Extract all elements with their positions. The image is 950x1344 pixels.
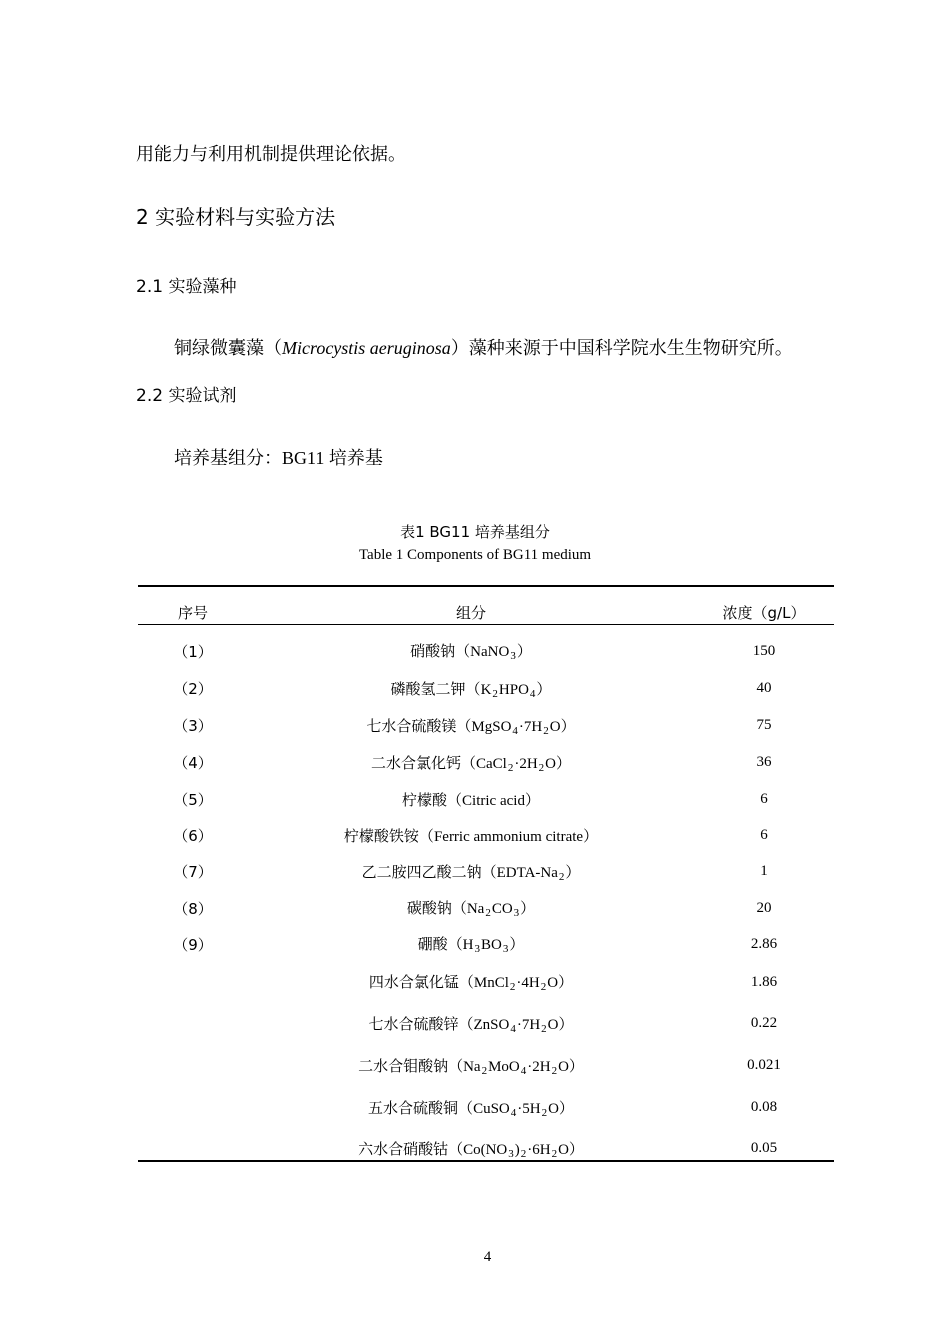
formula-text: O xyxy=(558,1141,569,1158)
formula-text: HPO xyxy=(498,681,529,698)
formula-subscript: 2 xyxy=(520,1147,527,1160)
formula-subscript: 3 xyxy=(513,907,520,919)
table-row xyxy=(138,853,834,890)
component-close-paren: ） xyxy=(556,753,572,772)
formula-text: H xyxy=(462,937,474,953)
row-component xyxy=(248,1086,694,1129)
formula-subscript: 2 xyxy=(481,1064,488,1077)
formula-text: NaNO xyxy=(470,644,510,660)
medium-value: BG11 培养基 xyxy=(282,448,383,468)
algae-latin-name: Microcystis aeruginosa xyxy=(282,338,451,358)
component-formula xyxy=(434,829,583,845)
component-close-paren: ） xyxy=(520,899,536,917)
row-index: （2） xyxy=(173,680,213,698)
component-name: 柠檬酸（ xyxy=(402,790,463,809)
formula-text: ·2H xyxy=(527,1058,551,1075)
component-close-paren: ） xyxy=(568,1056,584,1075)
row-concentration: 6 xyxy=(760,826,768,843)
component-close-paren: ） xyxy=(558,973,574,991)
formula-text: ·2H xyxy=(514,755,538,772)
component-formula xyxy=(473,1017,558,1033)
component-name: 硼酸（ xyxy=(417,935,463,953)
component-name: 乙二胺四乙酸二钠（ xyxy=(361,862,497,881)
component-close-paren: ） xyxy=(524,790,540,809)
row-concentration: 150 xyxy=(752,642,776,659)
table-row xyxy=(138,1045,834,1086)
table-bottom-rule xyxy=(138,1160,834,1162)
formula-subscript: 2 xyxy=(543,724,549,737)
component-name: 二水合钼酸钠（ xyxy=(358,1056,464,1075)
component-formula xyxy=(463,1142,569,1158)
formula-text: CO xyxy=(491,901,513,917)
row-component xyxy=(248,1002,694,1045)
formula-text: Na xyxy=(466,901,485,917)
formula-subscript: 2 xyxy=(541,1022,547,1035)
row-index: （3） xyxy=(173,717,213,735)
formula-text: MgSO xyxy=(471,718,512,735)
component-name: 柠檬酸铁铵（ xyxy=(343,826,434,845)
formula-subscript: 4 xyxy=(512,724,518,737)
table-row xyxy=(138,817,834,853)
component-close-paren: ） xyxy=(565,862,581,881)
formula-text: MnCl xyxy=(473,975,509,991)
row-index xyxy=(138,1129,248,1168)
table-row xyxy=(138,926,834,962)
component-formula xyxy=(463,1059,569,1075)
component-name: 六水合硝酸钴（ xyxy=(358,1139,464,1158)
component-close-paren: ） xyxy=(568,1139,584,1158)
row-concentration: 20 xyxy=(756,899,772,916)
section-heading-2-1: 2.1 实验藻种 xyxy=(136,277,237,297)
row-index: （5） xyxy=(173,790,213,809)
header-index: 序号 xyxy=(177,604,208,622)
component-close-paren: ） xyxy=(583,826,599,845)
row-concentration: 36 xyxy=(756,754,772,770)
component-close-paren: ） xyxy=(516,642,532,660)
row-concentration: 0.22 xyxy=(750,1015,778,1031)
formula-text: ·7H xyxy=(518,718,543,735)
formula-text: O xyxy=(545,755,556,772)
algae-prefix: 铜绿微囊藻（ xyxy=(174,338,282,359)
formula-text: O xyxy=(548,1100,559,1117)
component-name: 碳酸钠（ xyxy=(406,899,467,917)
table-row xyxy=(138,632,834,670)
component-name: 磷酸氢二钾（ xyxy=(390,679,481,698)
formula-text: ZnSO xyxy=(473,1016,510,1033)
table-row xyxy=(138,670,834,707)
table-top-rule xyxy=(138,585,834,587)
row-component xyxy=(248,1129,694,1168)
body-continuation: 用能力与利用机制提供理论依据。 xyxy=(136,144,406,165)
formula-subscript: 2 xyxy=(540,981,547,993)
component-formula xyxy=(474,975,558,991)
row-concentration: 40 xyxy=(756,680,772,696)
algae-paragraph xyxy=(174,334,793,360)
component-formula xyxy=(473,1101,559,1117)
row-concentration: 1.86 xyxy=(750,973,778,990)
formula-text: EDTA-Na xyxy=(496,864,558,881)
row-component xyxy=(248,1045,694,1086)
table-header-row xyxy=(138,602,834,623)
components-table xyxy=(138,632,834,1168)
row-index xyxy=(138,1086,248,1129)
formula-text: ·5H xyxy=(517,1100,541,1117)
page-number: 4 xyxy=(483,1249,492,1265)
row-component xyxy=(248,962,694,1002)
component-close-paren: ） xyxy=(560,716,576,735)
formula-subscript: 3 xyxy=(508,1147,514,1160)
formula-text: Na xyxy=(463,1058,481,1075)
table-row xyxy=(138,781,834,817)
component-formula xyxy=(470,644,517,660)
formula-subscript: 2 xyxy=(551,1147,558,1160)
formula-text: Ferric ammonium citrate xyxy=(433,828,584,845)
row-component xyxy=(248,781,694,817)
table-row xyxy=(138,707,834,744)
section-heading-2: 2 实验材料与实验方法 xyxy=(136,205,336,229)
row-index xyxy=(138,1045,248,1086)
formula-text: ) xyxy=(514,1141,520,1158)
formula-subscript: 2 xyxy=(509,981,516,993)
table-row xyxy=(138,1002,834,1045)
formula-subscript: 4 xyxy=(520,1064,527,1077)
component-close-paren: ） xyxy=(509,935,525,953)
formula-text: BO xyxy=(481,937,502,953)
header-concentration: 浓度（g/L） xyxy=(722,604,806,622)
table-header-rule xyxy=(138,624,834,625)
formula-subscript: 2 xyxy=(507,761,514,774)
formula-text: ·6H xyxy=(527,1141,551,1158)
component-formula xyxy=(476,756,556,772)
table-row xyxy=(138,890,834,926)
formula-subscript: 3 xyxy=(510,650,516,662)
row-component xyxy=(248,744,694,781)
row-concentration: 0.021 xyxy=(747,1057,781,1073)
component-name: 七水合硫酸镁（ xyxy=(366,716,472,735)
component-name: 四水合氯化锰（ xyxy=(368,973,474,991)
row-index: （9） xyxy=(173,935,213,954)
component-name: 硝酸钠（ xyxy=(410,642,471,660)
component-formula xyxy=(467,901,520,917)
row-component xyxy=(248,853,694,890)
component-formula xyxy=(497,865,566,881)
row-concentration: 1 xyxy=(760,863,768,879)
table-row xyxy=(138,744,834,781)
row-index: （4） xyxy=(173,754,213,772)
table-row xyxy=(138,1086,834,1129)
row-concentration: 2.86 xyxy=(750,935,778,952)
row-index xyxy=(138,962,248,1002)
row-component xyxy=(248,632,694,670)
component-formula xyxy=(481,682,537,698)
component-formula xyxy=(463,937,510,953)
table-caption-en: Table 1 Components of BG11 medium xyxy=(358,547,592,563)
formula-subscript: 2 xyxy=(492,687,498,700)
row-component xyxy=(248,670,694,707)
component-formula xyxy=(471,719,560,735)
component-name: 七水合硫酸锌（ xyxy=(368,1014,474,1033)
formula-text: O xyxy=(547,1016,559,1033)
component-close-paren: ） xyxy=(536,679,552,698)
formula-subscript: 4 xyxy=(510,1022,516,1035)
medium-label: 培养基组分： xyxy=(174,448,282,469)
row-index xyxy=(138,1002,248,1045)
formula-text: Co(NO xyxy=(463,1141,508,1158)
component-close-paren: ） xyxy=(558,1098,574,1117)
formula-text: CuSO xyxy=(473,1100,510,1117)
row-concentration: 75 xyxy=(756,717,772,733)
table-row xyxy=(138,962,834,1002)
row-concentration: 0.05 xyxy=(750,1140,778,1156)
formula-subscript: 4 xyxy=(510,1106,517,1119)
component-name: 五水合硫酸铜（ xyxy=(368,1098,474,1117)
formula-text: ·4H xyxy=(516,975,540,991)
formula-text: Citric acid xyxy=(462,792,525,809)
component-close-paren: ） xyxy=(558,1014,574,1033)
formula-text: O xyxy=(558,1058,569,1075)
table-caption-cn: 表1 BG11 培养基组分 xyxy=(400,523,550,541)
formula-text: K xyxy=(480,681,492,698)
row-index: （7） xyxy=(173,863,213,881)
algae-suffix: ）藻种来源于中国科学院水生生物研究所。 xyxy=(450,338,793,359)
formula-subscript: 2 xyxy=(558,870,565,883)
row-concentration: 6 xyxy=(760,790,768,807)
formula-subscript: 2 xyxy=(538,761,545,774)
formula-text: MoO xyxy=(488,1058,520,1075)
row-index: （1） xyxy=(173,642,213,661)
row-component xyxy=(248,817,694,853)
formula-subscript: 3 xyxy=(502,943,509,955)
table-row xyxy=(138,1129,834,1168)
medium-paragraph xyxy=(174,444,383,470)
component-formula xyxy=(462,793,525,809)
formula-text: O xyxy=(547,975,559,991)
row-component xyxy=(248,707,694,744)
row-component xyxy=(248,926,694,962)
formula-subscript: 4 xyxy=(529,687,536,700)
formula-subscript: 2 xyxy=(551,1064,558,1077)
row-index: （6） xyxy=(173,826,213,845)
formula-text: ·7H xyxy=(516,1016,541,1033)
formula-text: O xyxy=(549,718,561,735)
row-index: （8） xyxy=(173,899,213,918)
header-component: 组分 xyxy=(455,604,486,622)
formula-subscript: 2 xyxy=(541,1106,548,1119)
formula-subscript: 2 xyxy=(485,907,491,919)
row-component xyxy=(248,890,694,926)
formula-subscript: 3 xyxy=(474,943,480,955)
component-name: 二水合氯化钙（ xyxy=(370,753,476,772)
row-concentration: 0.08 xyxy=(750,1099,778,1115)
formula-text: CaCl xyxy=(475,755,507,772)
section-heading-2-2: 2.2 实验试剂 xyxy=(136,386,237,406)
